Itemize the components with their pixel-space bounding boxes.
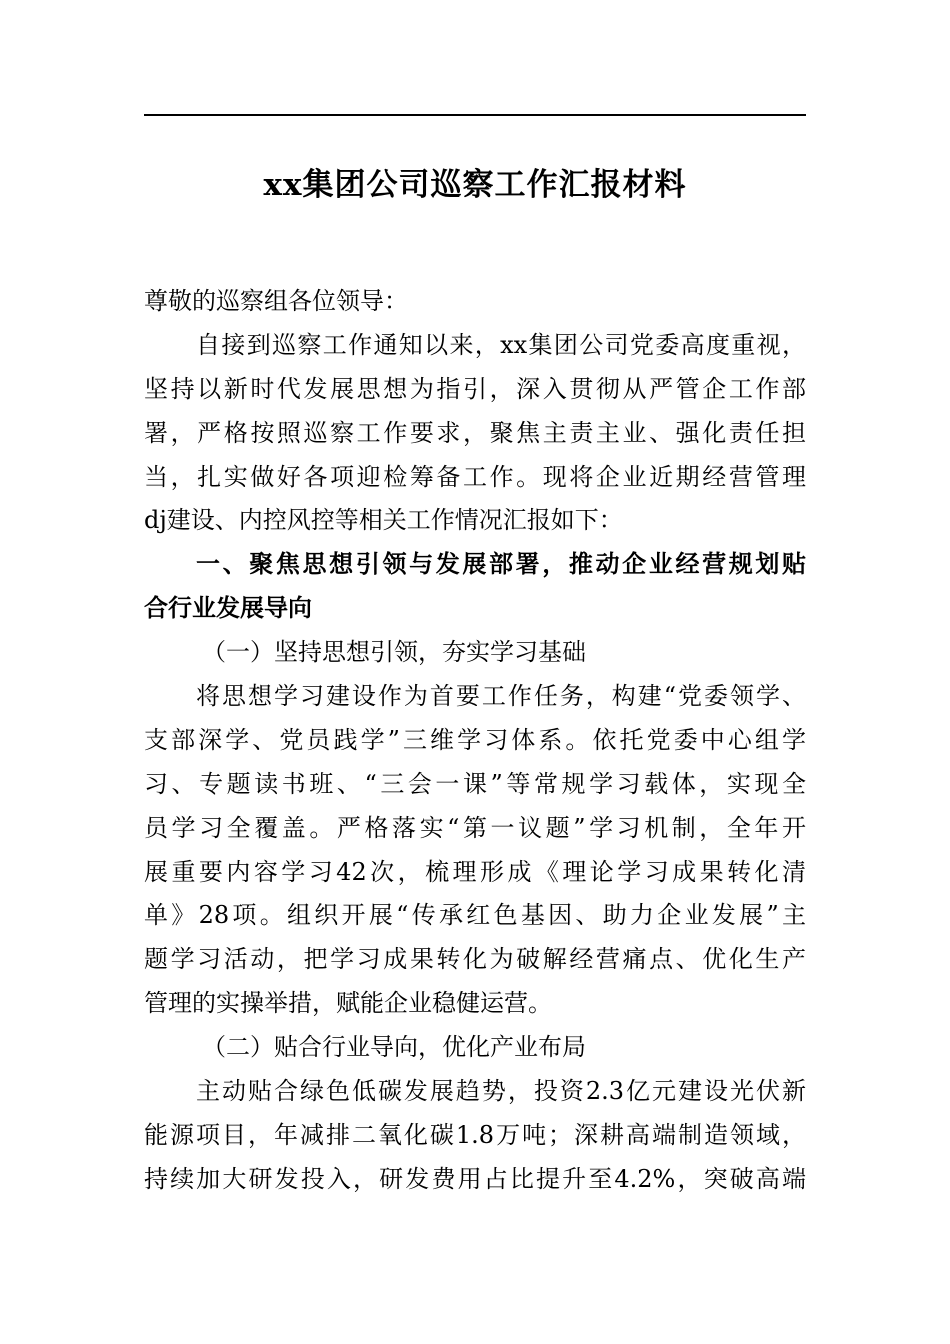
paragraph-line: 支部深学、党员践学”三维学习体系。依托党委中心组学 xyxy=(144,725,806,754)
document-body xyxy=(144,280,806,1202)
document-title: xx集团公司巡察工作汇报材料 xyxy=(263,167,687,203)
intro-line: 当，扎实做好各项迎检筹备工作。现将企业近期经营管理 xyxy=(144,462,806,491)
subsection-heading: （一）坚持思想引领，夯实学习基础 xyxy=(202,638,586,667)
paragraph-line: 展重要内容学习42次，梳理形成《理论学习成果转化清 xyxy=(144,857,806,886)
paragraph-line: 管理的实操举措，赋能企业稳健运营。 xyxy=(144,989,552,1018)
paragraph-line: 主动贴合绿色低碳发展趋势，投资2.3亿元建设光伏新 xyxy=(196,1077,806,1106)
paragraph-line: 员学习全覆盖。严格落实“第一议题”学习机制，全年开 xyxy=(144,813,806,842)
intro-line: dj建设、内控风控等相关工作情况汇报如下： xyxy=(144,506,623,535)
paragraph-line: 持续加大研发投入，研发费用占比提升至4.2%，突破高端 xyxy=(144,1164,806,1193)
section-heading: 合行业发展导向 xyxy=(144,594,312,623)
header-rule xyxy=(144,114,806,116)
intro-line: 署，严格按照巡察工作要求，聚焦主责主业、强化责任担 xyxy=(144,418,806,447)
paragraph-line: 题学习活动，把学习成果转化为破解经营痛点、优化生产 xyxy=(144,945,806,974)
intro-line: 自接到巡察工作通知以来，xx集团公司党委高度重视， xyxy=(196,330,806,359)
paragraph-line: 单》28项。组织开展“传承红色基因、助力企业发展”主 xyxy=(144,901,806,930)
salutation: 尊敬的巡察组各位领导： xyxy=(144,287,408,315)
paragraph-line: 将思想学习建设作为首要工作任务，构建“党委领学、 xyxy=(196,682,806,711)
section-heading: 一、聚焦思想引领与发展部署，推动企业经营规划贴 xyxy=(196,550,806,579)
intro-line: 坚持以新时代发展思想为指引，深入贯彻从严管企工作部 xyxy=(144,374,806,403)
subsection-heading: （二）贴合行业导向，优化产业布局 xyxy=(202,1033,586,1062)
paragraph-line: 能源项目，年减排二氧化碳1.8万吨；深耕高端制造领域， xyxy=(144,1120,806,1149)
paragraph-line: 习、专题读书班、“三会一课”等常规学习载体，实现全 xyxy=(144,769,806,798)
